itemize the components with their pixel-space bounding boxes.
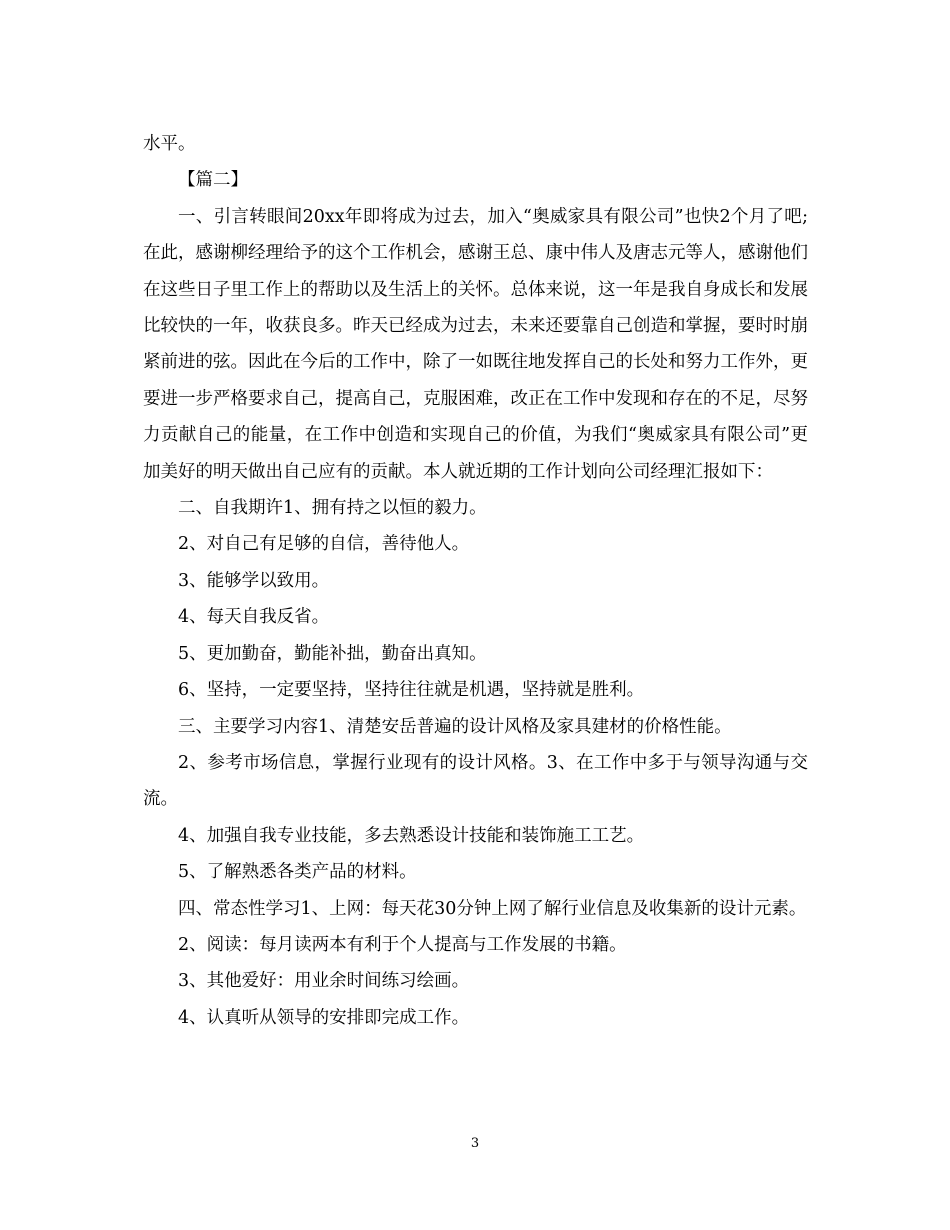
list-item: 2、参考市场信息，掌握行业现有的设计风格。3、在工作中多于与领导沟通与交流。 xyxy=(143,752,808,810)
list-item: 3、能够学以致用。 xyxy=(178,570,330,591)
section-heading: 【篇二】 xyxy=(178,170,248,191)
list-item: 6、坚持，一定要坚持，坚持往往就是机遇，坚持就是胜利。 xyxy=(178,680,645,701)
paragraph: 一、引言转眼间20xx年即将成为过去，加入“奥威家具有限公司”也快2个月了吧;在此，感谢柳经理给予的这个工作机会，感谢王总、康中伟人及唐志元等人，感谢他们在这些日子里工作上的帮助以及生活上的关怀。总体来说，这一年是我自身成长和发展比较快的一年，收获良多。昨天已经成为过去，未来还要靠自己创造和掌握，要时时崩紧前进的弦。因此在今后的工作中，除了一如既往地发挥自己的长处和努力工作外，更要进一步严格要求自己，提高自己，克服困难，改正在工作中发现和存在的不足，尽努力贡献自己的能量，在工作中创造和实现自己的价值，为我们“奥威家具有限公司”更加美好的明天做出自己应有的贡献。本人就近期的工作计划向公司经理汇报如下： xyxy=(143,206,808,482)
list-item: 4、认真听从领导的安排即完成工作。 xyxy=(178,1007,470,1028)
list-item: 2、对自己有足够的自信，善待他人。 xyxy=(178,534,470,555)
list-item: 2、阅读：每月读两本有利于个人提高与工作发展的书籍。 xyxy=(178,934,627,955)
paragraph: 水平。 xyxy=(143,134,196,154)
list-item: 三、主要学习内容1、清楚安岳普遍的设计风格及家具建材的价格性能。 xyxy=(178,716,732,737)
list-item: 3、其他爱好：用业余时间练习绘画。 xyxy=(178,971,470,992)
list-item: 4、每天自我反省。 xyxy=(178,607,330,628)
list-item: 5、了解熟悉各类产品的材料。 xyxy=(178,862,417,883)
list-item: 4、加强自我专业技能，多去熟悉设计技能和装饰施工工艺。 xyxy=(178,825,645,846)
document-body xyxy=(143,126,808,1036)
list-item: 四、常态性学习1、上网：每天花30分钟上网了解行业信息及收集新的设计元素。 xyxy=(178,898,807,919)
list-item: 二、自我期许1、拥有持之以恒的毅力。 xyxy=(178,498,487,519)
page-number: 3 xyxy=(470,1136,480,1151)
list-item: 5、更加勤奋，勤能补拙，勤奋出真知。 xyxy=(178,643,487,664)
